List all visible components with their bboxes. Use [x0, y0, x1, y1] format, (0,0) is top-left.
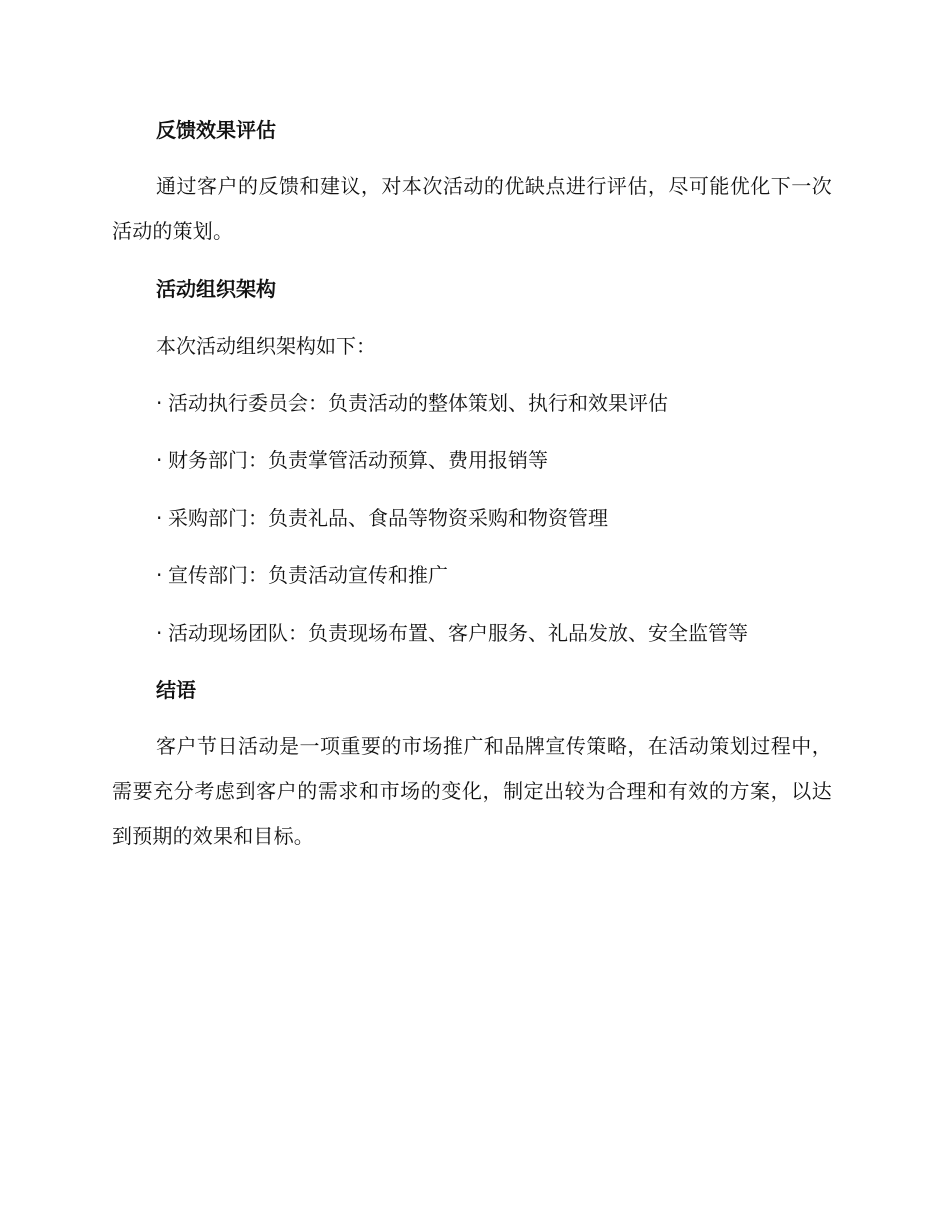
bullet-icon: ·: [156, 506, 163, 530]
bullet-icon: ·: [156, 563, 163, 587]
bullet-icon: ·: [156, 621, 163, 645]
list-item: [112, 561, 876, 589]
list-item-text: 财务部门：负责掌管活动预算、费用报销等: [168, 448, 548, 472]
list-item-text: 活动执行委员会：负责活动的整体策划、执行和效果评估: [168, 391, 668, 415]
conclusion-paragraph: 客户节日活动是一项重要的市场推广和品牌宣传策略，在活动策划过程中，需要充分考虑到客户的需求和市场的变化，制定出较为合理和有效的方案，以达到预期的效果和目标。: [112, 734, 832, 848]
section-heading-feedback: 反馈效果评估: [156, 118, 276, 142]
bullet-icon: ·: [156, 448, 163, 472]
list-item-text: 宣传部门：负责活动宣传和推广: [168, 563, 448, 587]
list-item: [112, 504, 876, 532]
list-item: [112, 619, 876, 647]
organization-intro: 本次活动组织架构如下：: [156, 334, 376, 358]
section-heading-organization: 活动组织架构: [156, 277, 276, 301]
feedback-paragraph: 通过客户的反馈和建议，对本次活动的优缺点进行评估，尽可能优化下一次活动的策划。: [112, 174, 832, 243]
bullet-icon: ·: [156, 391, 163, 415]
section-heading-conclusion: 结语: [156, 678, 196, 702]
list-item: [112, 389, 876, 417]
list-item: [112, 446, 876, 474]
list-item-text: 采购部门：负责礼品、食品等物资采购和物资管理: [168, 506, 608, 530]
list-item-text: 活动现场团队：负责现场布置、客户服务、礼品发放、安全监管等: [168, 621, 748, 645]
